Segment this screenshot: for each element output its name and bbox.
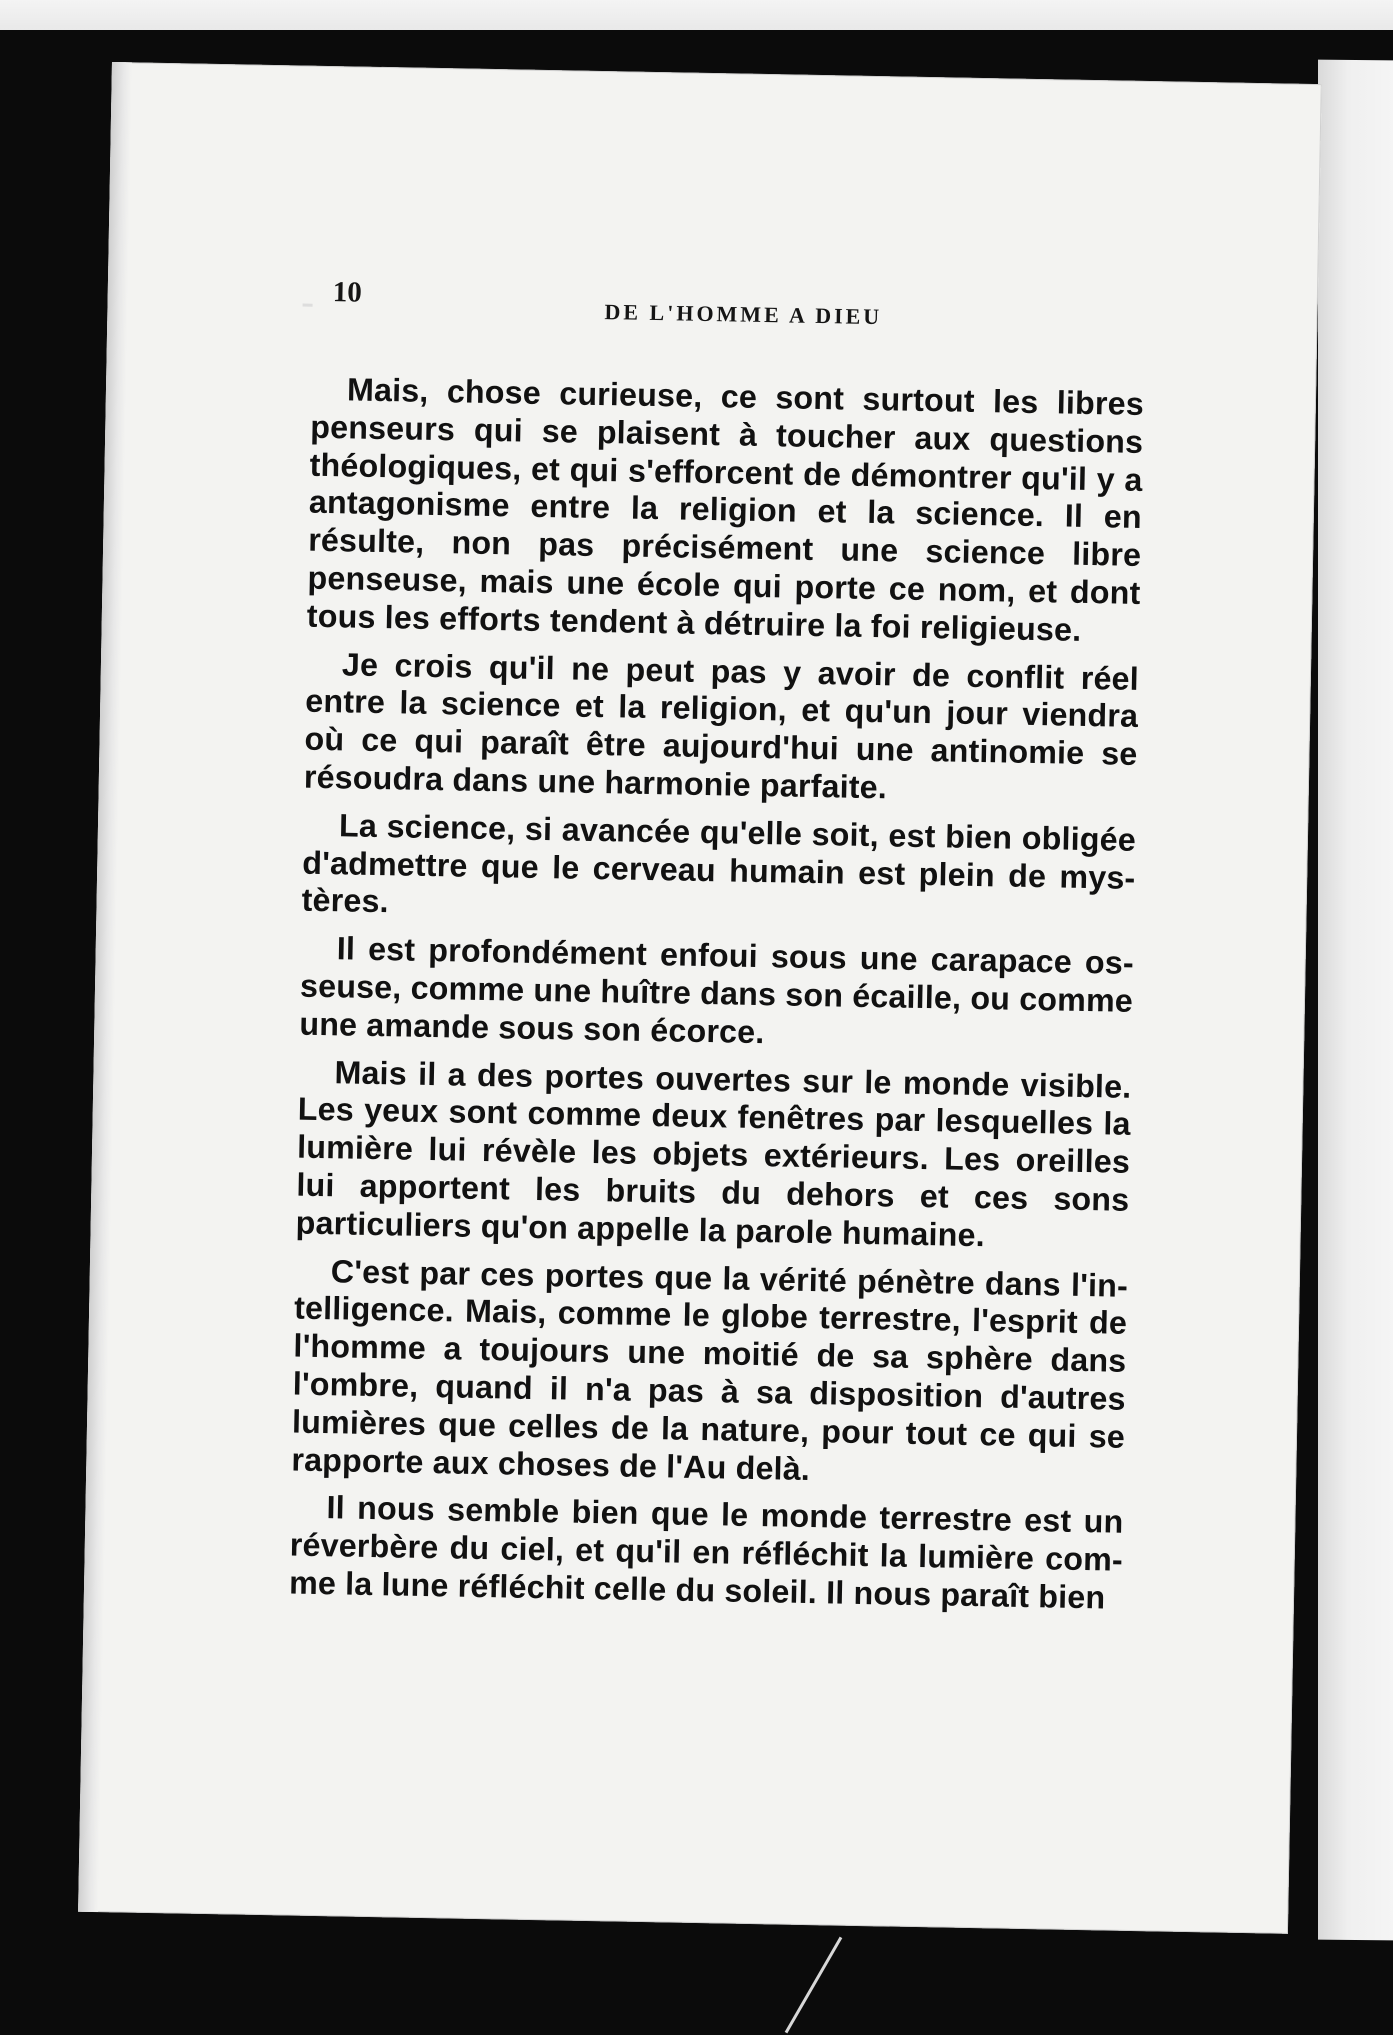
paragraph: La science, si avancée qu'elle soit, est bien obligée d'admettre que le cerveau humain est plein de mystères. (301, 807, 1137, 920)
paragraph: Mais il a des portes ouvertes sur le monde visible. Les yeux sont comme deux fenêtres par lesquelles la lumière lui révèle les objets extérieurs. Les oreilles lui apportent les bruits du dehors et ces sons particuliers qu'on appelle la parole humaine. (295, 1053, 1132, 1253)
scan-artifact (303, 304, 313, 307)
scan-scratch (785, 1937, 843, 2034)
page-header (332, 276, 893, 330)
scan-top-margin (0, 0, 1393, 30)
paragraph: C'est par ces portes que la vérité pénètre dans l'intelligence. Mais, comme le globe terrestre, l'esprit de l'homme a toujours une moitié de sa sphère dans l'ombre, quand il n'a pas à sa disposition d'autres lumières que celles de la nature, pour tout ce qui se rapporte aux choses de l'Au delà. (291, 1252, 1129, 1487)
book-page (78, 62, 1322, 1934)
body-text (289, 371, 1145, 1628)
facing-page-edge (1318, 60, 1393, 1941)
page-number: 10 (332, 276, 363, 309)
running-title: DE L'HOMME A DIEU (604, 299, 883, 330)
paragraph: Il nous semble bien que le monde terrestre est un réverbère du ciel, et qu'il en réfléchit la lumière comme la lune réfléchit celle du soleil. Il nous paraît bien (288, 1489, 1124, 1616)
paragraph: Mais, chose curieuse, ce sont surtout les libres penseurs qui se plaisent à toucher aux questions théologiques, et qui s'efforcent de démontrer qu'il y a antagonisme entre la religion et la science. Il en résulte, non pas précisément une science libre penseuse, mais une école qui porte ce nom, et dont tous les efforts tendent à détruire la foi religieuse. (306, 371, 1145, 648)
paragraph: Il est profondément enfoui sous une carapace osseuse, comme une huître dans son écaille, ou comme une amande sous son écorce. (299, 930, 1134, 1050)
paragraph: Je crois qu'il ne peut pas y avoir de conflit réel entre la science et la religion, et qu'un jour viendra où ce qui paraît être aujourd'hui une antinomie se résoudra dans une harmonie parfaite. (303, 645, 1140, 806)
